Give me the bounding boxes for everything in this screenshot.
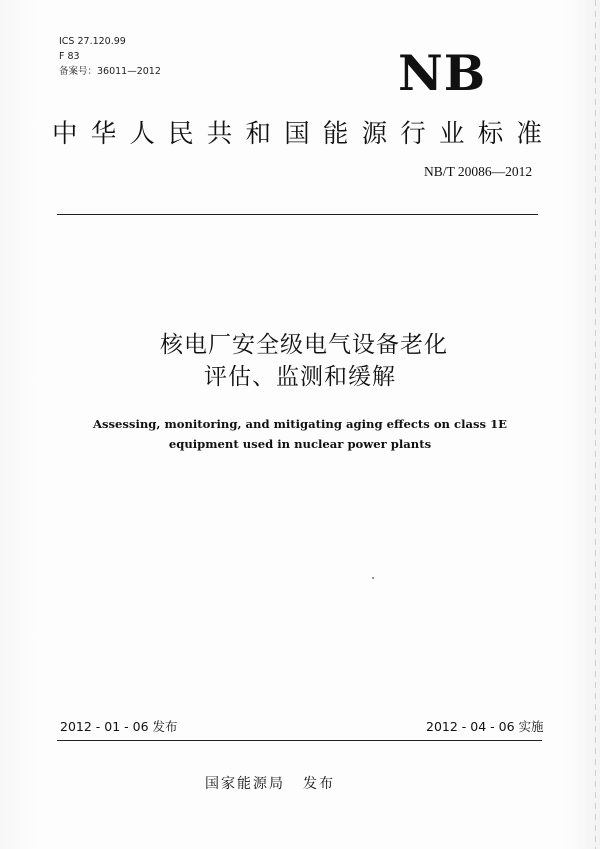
chinese-title bbox=[0, 329, 600, 393]
nb-logo: NB bbox=[398, 44, 487, 102]
implementation-date: 2012 - 04 - 06 实施 bbox=[426, 719, 544, 734]
english-title-line-1: Assessing, monitoring, and mitigating aging effects on class 1E bbox=[92, 417, 507, 431]
chinese-title-line-2: 评估、监测和缓解 bbox=[204, 364, 396, 390]
ccs-code: F 83 bbox=[59, 51, 80, 62]
issue-date: 2012 - 01 - 06 发布 bbox=[60, 719, 178, 734]
filing-number: 备案号：36011—2012 bbox=[59, 66, 161, 77]
footer-divider bbox=[57, 740, 542, 741]
english-title-line-2: equipment used in nuclear power plants bbox=[168, 437, 432, 451]
standard-number: NB/T 20086—2012 bbox=[424, 164, 533, 179]
ics-code: ICS 27.120.99 bbox=[59, 36, 126, 47]
industry-standard-heading: 中华人民共和国能源行业标准 bbox=[52, 119, 556, 149]
header-divider bbox=[57, 214, 538, 215]
scan-speck bbox=[372, 577, 374, 579]
publisher-action: 发布 bbox=[303, 776, 335, 792]
classification-block bbox=[59, 34, 161, 79]
publisher-line bbox=[205, 775, 335, 793]
chinese-title-line-1: 核电厂安全级电气设备老化 bbox=[160, 332, 448, 358]
english-title bbox=[0, 414, 600, 454]
publisher-name: 国家能源局 bbox=[205, 776, 285, 792]
